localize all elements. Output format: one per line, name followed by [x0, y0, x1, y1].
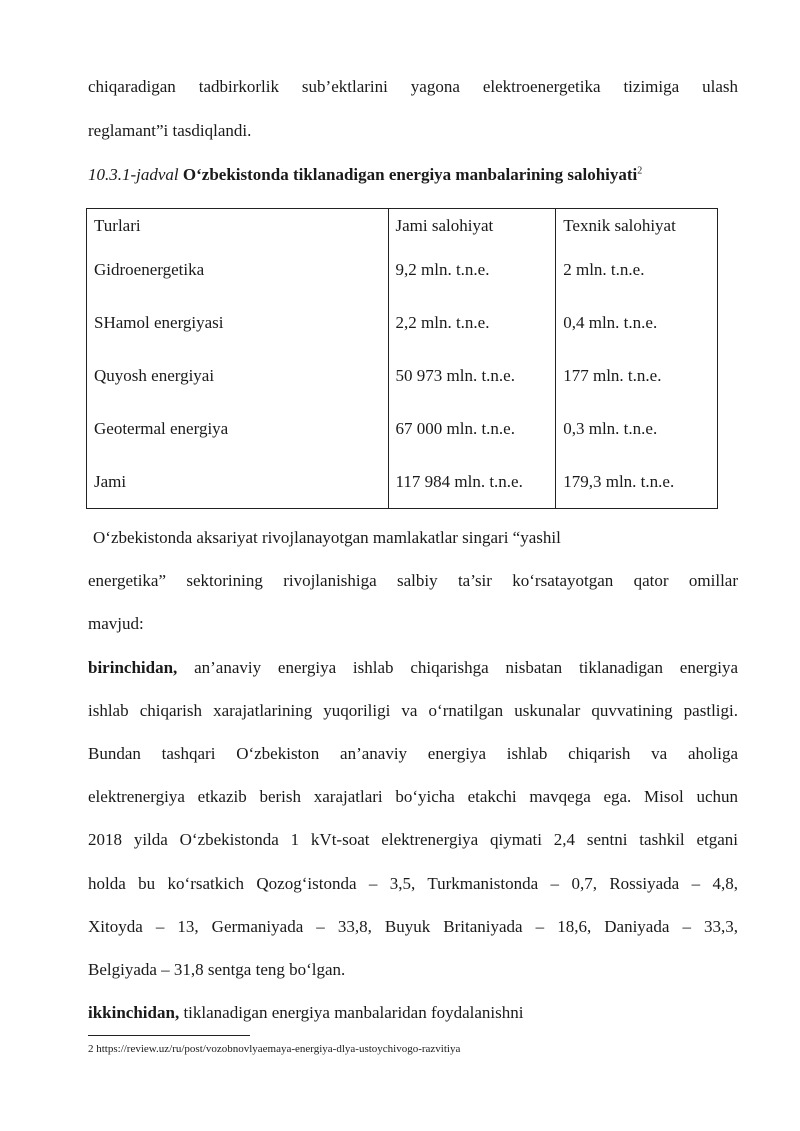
paragraph-2-line-2: ishlab chiqarish xarajatlarining yuqoriligi va o‘rnatilgan uskunalar quvvatining pastligi. — [88, 701, 738, 720]
table-cell: 9,2 mln. t.n.e. — [388, 243, 556, 296]
table-header-row — [87, 209, 718, 244]
header-total-potential: Jami salohiyat — [388, 209, 556, 244]
paragraph-2-line-3: Bundan tashqari O‘zbekiston an’anaviy energiya ishlab chiqarish va aholiga — [88, 744, 738, 763]
table-cell: 2,2 mln. t.n.e. — [388, 296, 556, 349]
paragraph-3-line-1 — [88, 1003, 738, 1023]
table-cell: 67 000 mln. t.n.e. — [388, 402, 556, 455]
table-row — [87, 243, 718, 296]
table-row — [87, 402, 718, 455]
table-number: 10.3.1-jadval — [88, 165, 179, 184]
paragraph-2-line-5: 2018 yilda O‘zbekistonda 1 kVt-soat elektrenergiya qiymati 2,4 sentni tashkil etgani — [88, 830, 738, 849]
table-cell: 117 984 mln. t.n.e. — [388, 455, 556, 509]
table-cell: Quyosh energiyai — [87, 349, 389, 402]
table-cell: 0,4 mln. t.n.e. — [563, 312, 658, 332]
paragraph-3-lead: ikkinchidan, — [88, 1003, 180, 1022]
table-cell: Geotermal energiya — [87, 402, 389, 455]
footnote-mark: 2 — [637, 165, 643, 177]
paragraph-2-lead: birinchidan, — [88, 658, 178, 677]
table-cell: Jami — [87, 455, 389, 509]
paragraph-2-line-8: Belgiyada – 31,8 sentga teng bo‘lgan. — [88, 960, 346, 979]
header-types: Turlari — [87, 209, 389, 244]
table-cell: 0,3 mln. t.n.e. — [563, 418, 658, 438]
potential-table — [86, 208, 718, 509]
table-row-total — [87, 455, 718, 509]
table-cell: 177 mln. t.n.e. — [563, 365, 662, 385]
paragraph-3-line-1-text: tiklanadigan energiya manbalaridan foydalanishni — [179, 1003, 524, 1022]
paragraph-2-line-1 — [88, 658, 738, 678]
table-cell: SHamol energiyasi — [87, 296, 389, 349]
paragraph-2-line-7: Xitoyda – 13, Germaniyada – 33,8, Buyuk Britaniyada – 18,6, Daniyada – 33,3, — [88, 917, 738, 936]
table-row — [87, 349, 718, 402]
intro-line-2: reglamant”i tasdiqlandi. — [88, 121, 252, 140]
table-row — [87, 296, 718, 349]
footnote: 2 https://review.uz/ru/post/vozobnovlyaemaya-energiya-dlya-ustoychivogo-razvitiya — [88, 1043, 461, 1055]
paragraph-1-line-3: mavjud: — [88, 614, 144, 633]
intro-line-1: chiqaradigan tadbirkorlik sub’ektlarini yagona elektroenergetika tizimiga ulash — [88, 77, 738, 96]
paragraph-2-line-6: holda bu ko‘rsatkich Qozog‘istonda – 3,5, Turkmanistonda – 0,7, Rossiyada – 4,8, — [88, 874, 738, 893]
paragraph-2-line-4: elektrenergiya etkazib berish xarajatlari bo‘yicha etakchi mavqega ega. Misol uchun — [88, 787, 738, 806]
table-title: O‘zbekistonda tiklanadigan energiya manbalarining salohiyati — [182, 165, 638, 184]
table-cell: Gidroenergetika — [87, 243, 389, 296]
table-cell: 50 973 mln. t.n.e. — [388, 349, 556, 402]
table-caption — [88, 165, 642, 185]
table-cell: 2 mln. t.n.e. — [563, 259, 645, 279]
paragraph-1-line-1: O‘zbekistonda aksariyat rivojlanayotgan mamlakatlar singari “yashil — [93, 528, 561, 547]
table-cell: 179,3 mln. t.n.e. — [563, 471, 675, 491]
header-technical-potential: Texnik salohiyat — [563, 216, 676, 235]
paragraph-2-line-1-text: an’anaviy energiya ishlab chiqarishga nisbatan tiklanadigan energiya — [177, 658, 738, 677]
footnote-divider — [88, 1035, 250, 1036]
paragraph-1-line-2: energetika” sektorining rivojlanishiga salbiy ta’sir ko‘rsatayotgan qator omillar — [88, 571, 738, 590]
